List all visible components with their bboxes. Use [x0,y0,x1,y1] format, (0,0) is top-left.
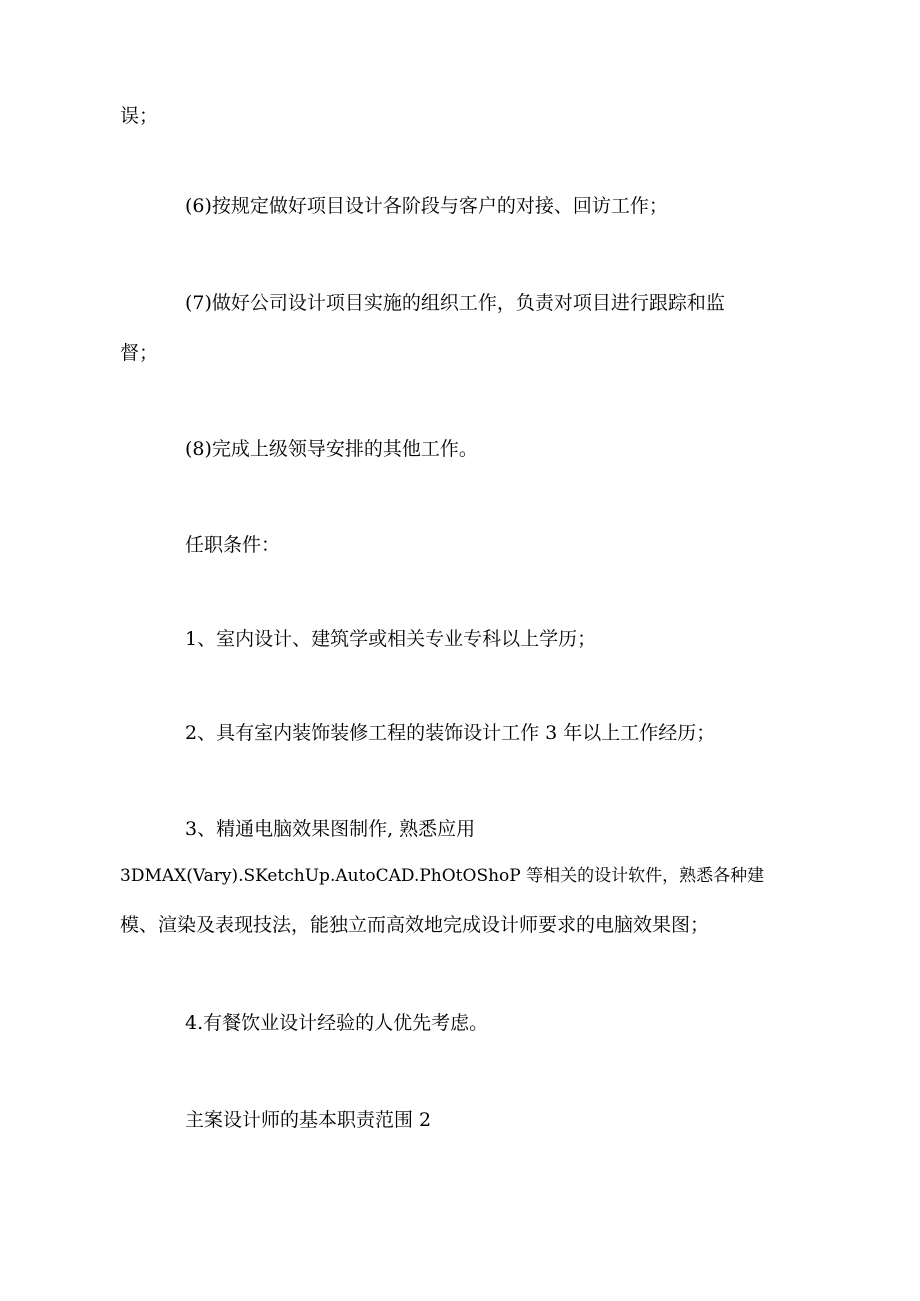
paragraph-line: (7)做好公司设计项目实施的组织工作，负责对项目进行跟踪和监 [185,292,725,314]
paragraph-line: 1、室内设计、建筑学或相关专业专科以上学历； [185,628,597,650]
paragraph-line: 4.有餐饮业设计经验的人优先考虑。 [185,1012,489,1034]
paragraph-line: 2、具有室内装饰装修工程的装饰设计工作 3 年以上工作经历； [185,722,716,744]
paragraph-line: 3、精通电脑效果图制作, 熟悉应用 [185,818,476,840]
section-heading: 主案设计师的基本职责范围 2 [185,1109,432,1131]
section-heading: 任职条件： [185,534,281,556]
paragraph-line: 3DMAX(Vary).SKetchUp.AutoCAD.PhOtOShoP 等相关的设计软件，熟悉各种建 [120,866,765,886]
paragraph-line: (8)完成上级领导安排的其他工作。 [185,438,478,460]
paragraph-line: 督； [120,342,159,364]
paragraph-line: 误； [120,105,159,127]
paragraph-line: 模、渲染及表现技法，能独立而高效地完成设计师要求的电脑效果图； [120,914,710,936]
paragraph-line: (6)按规定做好项目设计各阶段与客户的对接、回访工作； [185,195,668,217]
